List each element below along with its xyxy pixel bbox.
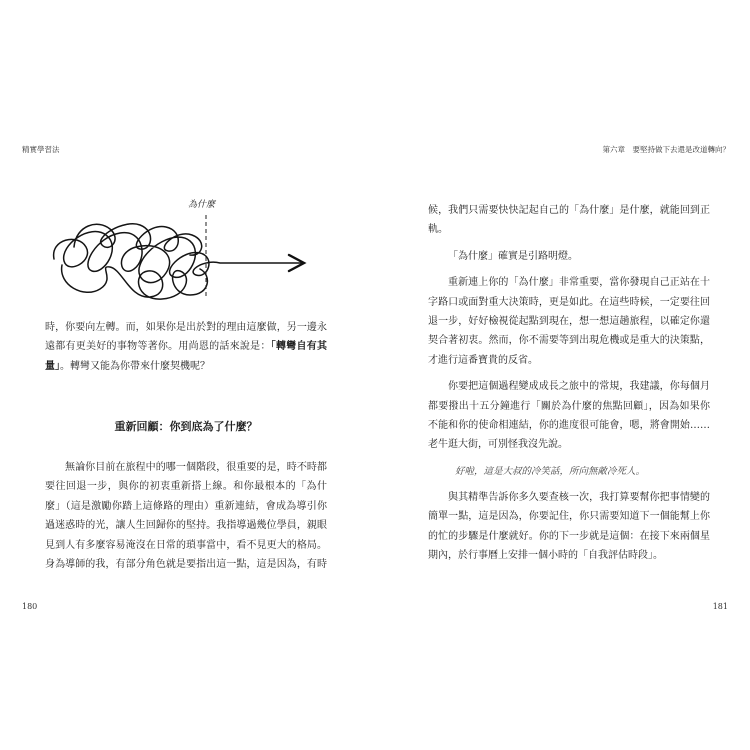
text-run: 老牛逛大街，可別怪我沒先說。 [428,439,568,451]
text-line [45,555,327,574]
text-run: 期內，於行事曆上安排一個小時的「自我評估時段」。 [428,550,663,562]
text-run: 軌。 [428,224,448,236]
text-run: 要往回退一步，與你的初衷重新搭上線。和你最根本的「為什 [45,481,327,493]
right-text-column [428,201,710,566]
paragraph [428,488,710,566]
text-line [45,318,327,337]
text-line [428,351,710,370]
text-line [428,397,710,416]
text-run: 無論你目前在旅程中的哪一個階段，很重要的是，時不時都 [65,461,327,473]
text-line [428,331,710,350]
scribble-lower-loops [62,265,208,299]
section-heading: 重新回顧：你到底為了什麼？ [114,419,258,433]
paragraph [45,318,327,376]
text-run: 「為什麼」確實是引路明燈。 [448,250,578,262]
text-line [428,377,710,396]
text-line [428,312,710,331]
text-run: 過迷惑時的光，讓人生回歸你的堅持。我指導過幾位學員，親眼 [45,520,327,532]
text-run: 字路口或面對重大決策時，更是如此。在這些時候，一定要往回 [428,296,710,308]
text-line [428,435,710,454]
illustration-label: 為什麼 [188,200,216,210]
right-page [375,0,750,750]
page-number: 180 [22,602,38,611]
text-line [45,536,327,555]
handwritten-note: 好啦，這是大叔的冷笑話，所向無敵冷死人。 [455,465,646,477]
left-text-column [45,318,327,574]
text-run: 與其精準告訴你多久要查核一次，我打算要幫你把事情變的 [448,492,710,504]
text-run: 退一步，好好檢視從起點到現在，想一想這趟旅程，以確定你還 [428,315,710,327]
text-run: 的忙的步驟是什麼就好。你的下一步就是這個：在接下來兩個星 [428,530,710,542]
bold-text: 「轉彎自有其 [270,341,327,353]
paragraph [428,273,710,370]
text-line [428,201,710,220]
running-header: 精實學習法 [22,145,60,154]
text-line [45,497,327,516]
text-run: 遠都有更美好的事物等著你。用尚恩的話來說是： [45,341,271,353]
text-run: 見到人有多麼容易淹沒在日常的瑣事當中，看不見更大的格局。 [45,539,327,551]
text-run: 麼」（這是激勵你踏上這條路的理由）重新連結，會成為導引你 [45,500,327,512]
text-line [428,293,710,312]
text-line [45,458,327,477]
text-run: 重新連上你的「為什麼」非常重要，當你發現自己正站在十 [448,277,710,289]
text-run: 不能和你的使命相連結，你的進度很可能會，嗯，將會開始…… [428,419,710,431]
text-line [428,527,710,546]
text-line [428,273,710,292]
text-line [45,357,327,376]
text-run: 身為導師的我，有部分角色就是要指出這一點，這是因為，有時 [45,558,327,570]
text-line [428,416,710,435]
illustration [40,195,320,310]
paragraph [428,377,710,455]
text-line [45,516,327,535]
text-run: 你要把這個過程變成成長之旅中的常規，我建議，你每個月 [448,381,710,393]
text-line [428,507,710,526]
running-header: 第六章 要堅持做下去還是改道轉向？ [602,145,730,154]
text-run: 簡單一點，這是因為，你要記住，你只需要知道下一個能幫上你 [428,511,710,523]
text-run: 候，我們只需要快快記起自己的「為什麼」是什麼，就能回到正 [428,205,710,216]
text-run: 。轉彎又能為你帶來什麼契機呢？ [60,360,210,372]
text-line [428,546,710,565]
text-line [428,220,710,239]
paragraph [45,458,327,574]
text-run: 都要撥出十五分鐘進行「關於為什麼的焦點回顧」，因為如果你 [428,400,710,412]
tangled-scribble-arrow-icon [40,195,320,310]
text-line [428,247,710,266]
text-line [45,477,327,496]
text-run: 才進行這番寶貴的反省。 [428,354,538,366]
page-number: 181 [712,602,728,611]
text-line [45,337,327,356]
text-line [428,488,710,507]
bold-text: 量」 [45,360,60,372]
paragraph [428,247,710,266]
text-run: 時，你要向左轉。而，如果你是出於對的理由這麼做，另一邊永 [45,322,327,333]
text-run: 契合著初衷。然而，你不需要等到出現危機或是重大的決策點， [428,335,710,347]
paragraph [428,201,710,240]
